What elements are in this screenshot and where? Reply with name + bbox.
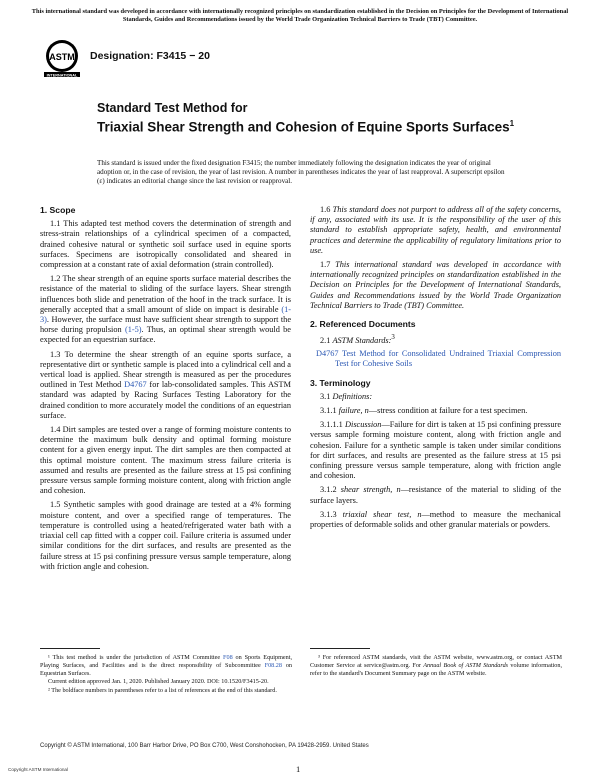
ref-link-1-5[interactable]: (1-5) <box>124 325 142 335</box>
para-1-3: 1.3 To determine the shear strength of an equine sports surface, a representative dirt or synthetic sample is placed into a cylindrical cell and a vertical load is applied. Shear strength is measured as per the procedures outlined in Test Method D4767 for lab-consolidated samples. This ASTM standard was adapted by Racing Surfaces Testing Laboratory for the drained condition to more accurately model the conditions of an equestrian surface. <box>40 349 291 420</box>
para-1-5: 1.5 Synthetic samples with good drainage are tested at a 4% forming moisture content, and over a specified range of temperatures. The temperature is controlled using a heated/refrigerated water bath with a triaxial cell cap fitted with a copper coil. Failure criteria is assumed under similar conditions for the dirt surfaces, and results are presented as the failure stress at 15 psi confining pressure versus sample temperature, along with friction angle and cohesion. <box>40 500 291 571</box>
para-3-1-1-1: 3.1.1.1 Discussion—Failure for dirt is taken at 15 psi confining pressure versus sample forming moisture content, along with friction angle and cohesion. Failure for a synthetic sample is taken under similar conditions for dirt surfaces, and results are presented as the failure stress at 15 psi confining pressure versus sample temperature, along with friction angle and cohesion. <box>310 420 562 481</box>
para-1-1: 1.1 This adapted test method covers the determination of strength and stress-strain relationships of a cylindrical specimen of a compacted, drained cohesive natural or synthetic soil surface used in equine sports surfaces. Specimens are isotropically consolidated and sheared in compression at a constant rate of axial deformation (strain controlled). <box>40 219 291 270</box>
d4767-link[interactable]: D4767 <box>124 380 147 390</box>
terminology-heading: 3. Terminology <box>310 377 371 388</box>
footnotes-right <box>310 654 562 678</box>
title-line-1: Standard Test Method for <box>97 101 248 115</box>
para-1-6: 1.6 This standard does not purport to address all of the safety concerns, if any, associated with its use. It is the responsibility of the user of this standard to establish appropriate safety, health, and environmental practices and determine the applicability of regulatory limitations prior to use. <box>310 205 561 255</box>
logo-caption: INTERNATIONAL <box>46 73 78 78</box>
footnote-2: ² The boldface numbers in parentheses refer to a list of references at the end of this standard. <box>48 687 277 695</box>
referenced-heading: 2. Referenced Documents <box>310 319 416 330</box>
para-3-1-2: 3.1.2 shear strength, n—resistance of the material to sliding of the surface layers. <box>310 485 561 505</box>
para-3-1: 3.1 Definitions: <box>320 391 373 401</box>
document-title <box>97 101 517 136</box>
left-column <box>40 205 291 576</box>
footnote-3: ³ For referenced ASTM standards, visit the ASTM website, www.astm.org, or contact ASTM Customer Service at service@astm.org. For Annual Book of ASTM Standards volume information, refer to the standard's Document Summary page on the ASTM website. <box>310 654 563 677</box>
ref-link-1-3[interactable]: (1-3) <box>40 304 291 325</box>
designation: Designation: F3415 − 20 <box>90 50 210 62</box>
page-number: 1 <box>296 764 301 774</box>
title-footnote-mark: 1 <box>509 119 515 128</box>
right-column <box>310 205 561 534</box>
footnote-1: ¹ This test method is under the jurisdiction of ASTM Committee F08 on Sports Equipment, Playing Surfaces, and Facilities and is the direct responsibility of Subcommittee F08.28 on Equestrian Surfaces. <box>40 654 293 677</box>
astm-logo <box>42 38 82 78</box>
standards-notice: This international standard was developed in accordance with internationally recognized principles on standardization established in the Decision on Principles for the Development of International Standards, Guides and Recommendations issued by the World Trade Organization Technical Barriers to Trade (TBT) Committee. <box>31 8 569 23</box>
footnote-1-edition: Current edition approved Jan. 1, 2020. Published January 2020. DOI: 10.1520/F3415-20. <box>48 678 269 686</box>
copyright-small: Copyright ASTM International <box>8 767 69 772</box>
footnote-rule-right <box>310 648 370 649</box>
para-1-7: 1.7 This international standard was developed in accordance with internationally recognized principles on standardization established in the Decision on Principles for the Development of International Standards, Guides and Recommendations issued by the World Trade Organization Technical Barriers to Trade (TBT) Committee. <box>310 260 561 310</box>
copyright-line: Copyright © ASTM International, 100 Barr Harbor Drive, PO Box C700, West Conshohocken, PA 19428-2959. United States <box>40 743 369 749</box>
para-3-1-3: 3.1.3 triaxial shear test, n—method to measure the mechanical properties of deformable solids and other granular materials or powders. <box>310 509 561 530</box>
scope-heading: 1. Scope <box>40 205 76 215</box>
footnotes-left <box>40 654 292 696</box>
logo-text: ASTM <box>49 52 75 62</box>
para-1-4: 1.4 Dirt samples are tested over a range of forming moisture contents to determine the maximum bulk density and optimal forming moisture content for a given energy input. The dirt samples are then compacted at this optimal moisture content. The maximum stress failure criteria is assumed and results are presented as the failure stress at 15 psi confining pressure versus sample forming moisture content, along with friction angle and cohesion. <box>40 425 291 496</box>
para-3-1-1: 3.1.1 failure, n—stress condition at failure for a test specimen. <box>320 406 528 416</box>
para-1-2: 1.2 The shear strength of an equine sports surface material describes the resistance of the material to sliding of the surface layers. Shear strength influences both slide and penetration of the hoof in the track surface. It is generally accepted that a small amount of slide on impact is desirable (1-3). However, the surface must have sufficient shear strength to support the horse during propulsion (1-5). Thus, an optimal shear strength would be expected for an equestrian surface. <box>40 274 291 345</box>
referenced-d4767[interactable]: D4767 Test Method for Consolidated Undrained Triaxial Compression Test for Cohesive Soils <box>316 349 561 369</box>
footnote-rule-left <box>40 648 100 649</box>
title-line-2: Triaxial Shear Strength and Cohesion of Equine Sports Surfaces$^1$ <box>97 119 515 135</box>
para-2-1: 2.1 ASTM Standards:$^3$ <box>320 334 395 345</box>
f08-28-link[interactable]: F08.28 <box>264 661 282 669</box>
f08-link[interactable]: F08 <box>223 654 233 661</box>
issuance-statement: This standard is issued under the fixed designation F3415; the number immediately following the designation indicates the year of original adoption or, in the case of revision, the year of last revision. A number in parentheses indicates the year of last reapproval. A superscript epsilon (ε) indicates an editorial change since the last revision or reapproval. <box>97 159 505 185</box>
